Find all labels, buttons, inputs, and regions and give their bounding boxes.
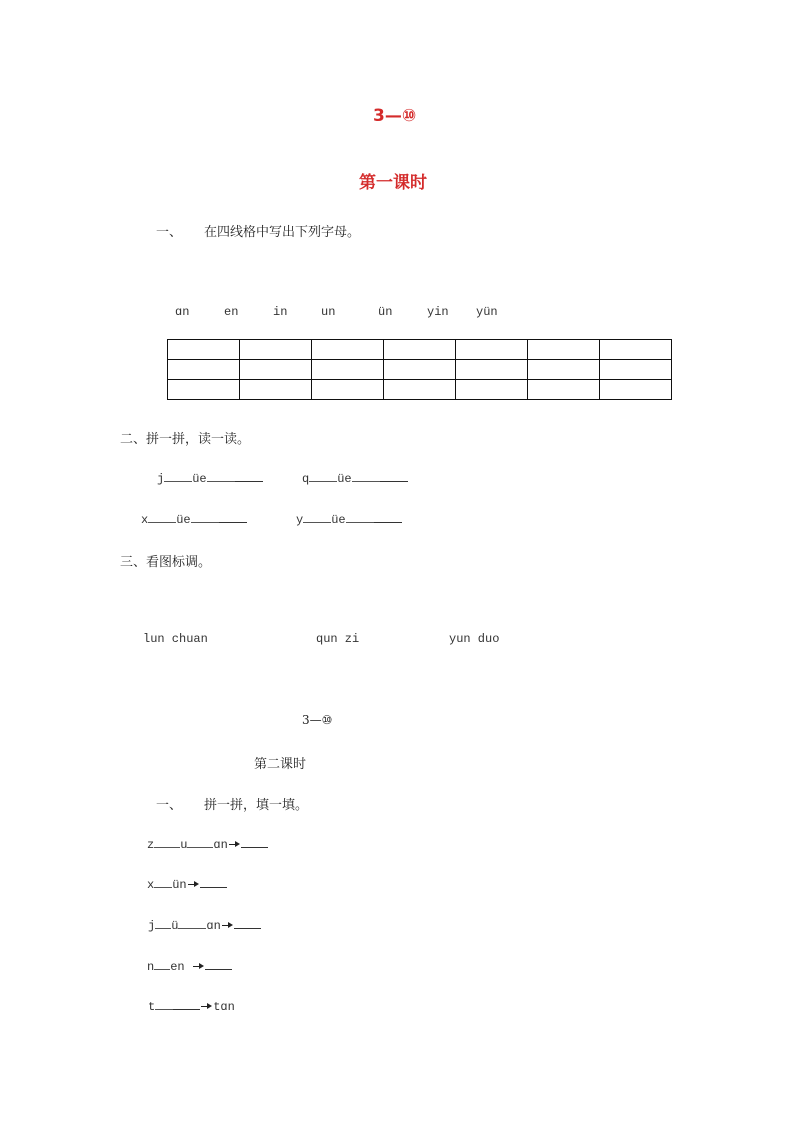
fill-item-2: [147, 876, 227, 892]
letter-vn: ün: [378, 305, 393, 319]
fill-item-5: [148, 998, 235, 1014]
grid-cell[interactable]: [456, 380, 528, 400]
arrow-right-icon: [188, 881, 199, 888]
fill-item-4: [147, 958, 232, 974]
arrow-right-icon: [193, 963, 204, 970]
arrow-right-icon: [229, 841, 240, 848]
answer-blank[interactable]: [235, 470, 263, 482]
final: ɑn: [206, 919, 221, 933]
connector-dash: [346, 515, 374, 523]
initial: j: [157, 472, 165, 486]
fill-item-3: [148, 917, 261, 933]
letter-yvn: yün: [476, 305, 498, 319]
word-yun-duo: yun duo: [449, 632, 500, 646]
grid-row: [168, 360, 672, 380]
spell-item-j: [157, 470, 263, 486]
grid-cell[interactable]: [600, 360, 672, 380]
grid-cell[interactable]: [312, 360, 384, 380]
connector-dash: [352, 474, 380, 482]
grid-cell[interactable]: [168, 340, 240, 360]
medial: u: [180, 838, 188, 852]
letter-an: ɑn: [175, 305, 190, 319]
q2-heading: 二、拼一拼，读一读。: [120, 432, 251, 447]
word-qun-zi: qun zi: [316, 632, 360, 646]
grid-cell[interactable]: [384, 340, 456, 360]
grid-row: [168, 380, 672, 400]
grid-cell[interactable]: [168, 360, 240, 380]
q1-instruction: 在四线格中写出下列字母。: [204, 225, 361, 240]
answer-blank[interactable]: [173, 998, 200, 1010]
answer-blank[interactable]: [241, 836, 268, 848]
final: ɑn: [213, 838, 228, 852]
grid-cell[interactable]: [600, 380, 672, 400]
writing-grid: [167, 339, 672, 400]
grid-cell[interactable]: [456, 360, 528, 380]
result: tɑn: [213, 1000, 235, 1014]
letter-un: un: [321, 305, 336, 319]
grid-cell[interactable]: [600, 340, 672, 360]
connector-dash: [154, 880, 172, 888]
grid-cell[interactable]: [384, 360, 456, 380]
final: üe: [337, 472, 352, 486]
connector-dash: [164, 474, 192, 482]
initial: n: [147, 960, 155, 974]
fill-item-1: [147, 836, 268, 852]
connector-dash: [154, 840, 180, 848]
final: üe: [176, 513, 191, 527]
grid-cell[interactable]: [312, 340, 384, 360]
grid-cell[interactable]: [528, 340, 600, 360]
answer-blank[interactable]: [380, 470, 408, 482]
section1-title: 3—⑩: [373, 106, 417, 126]
answer-blank[interactable]: [219, 511, 247, 523]
spell-item-x: [141, 511, 247, 527]
connector-dash: [207, 474, 235, 482]
connector-dash: [155, 921, 171, 929]
grid-cell[interactable]: [528, 380, 600, 400]
grid-cell[interactable]: [528, 360, 600, 380]
section2-subtitle: 第二课时: [254, 757, 307, 772]
letter-yin: yin: [427, 305, 449, 319]
final: en: [170, 960, 185, 974]
initial: j: [148, 919, 156, 933]
spell-item-q: [302, 470, 408, 486]
arrow-right-icon: [201, 1003, 212, 1010]
s2-q1-instruction: 拼一拼，填一填。: [204, 798, 309, 813]
connector-dash: [148, 515, 176, 523]
answer-blank[interactable]: [234, 917, 261, 929]
connector-dash: [155, 1002, 173, 1010]
answer-blank[interactable]: [374, 511, 402, 523]
connector-dash: [309, 474, 337, 482]
connector-dash: [187, 840, 213, 848]
initial: x: [147, 878, 155, 892]
grid-cell[interactable]: [168, 380, 240, 400]
spell-item-y: [296, 511, 402, 527]
letter-en: en: [224, 305, 239, 319]
connector-dash: [154, 962, 170, 970]
grid-cell[interactable]: [456, 340, 528, 360]
final: üe: [331, 513, 346, 527]
initial: x: [141, 513, 149, 527]
letter-in: in: [273, 305, 288, 319]
section1-subtitle: 第一课时: [359, 173, 427, 193]
initial: z: [147, 838, 155, 852]
final: üe: [192, 472, 207, 486]
answer-blank[interactable]: [200, 876, 227, 888]
final: ün: [172, 878, 187, 892]
grid-cell[interactable]: [240, 380, 312, 400]
section2-title: 3—⑩: [302, 713, 333, 727]
answer-blank[interactable]: [205, 958, 232, 970]
initial: y: [296, 513, 304, 527]
connector-dash: [303, 515, 331, 523]
initial: t: [148, 1000, 156, 1014]
grid-cell[interactable]: [240, 340, 312, 360]
connector-dash: [191, 515, 219, 523]
initial: q: [302, 472, 310, 486]
connector-dash: [178, 921, 206, 929]
grid-cell[interactable]: [312, 380, 384, 400]
arrow-right-icon: [222, 922, 233, 929]
medial: ü: [171, 919, 179, 933]
grid-row: [168, 340, 672, 360]
s2-q1-number: 一、: [156, 798, 183, 813]
grid-cell[interactable]: [240, 360, 312, 380]
grid-cell[interactable]: [384, 380, 456, 400]
q1-number: 一、: [156, 225, 183, 240]
word-lun-chuan: lun chuan: [143, 632, 208, 646]
q3-heading: 三、看图标调。: [120, 555, 212, 570]
